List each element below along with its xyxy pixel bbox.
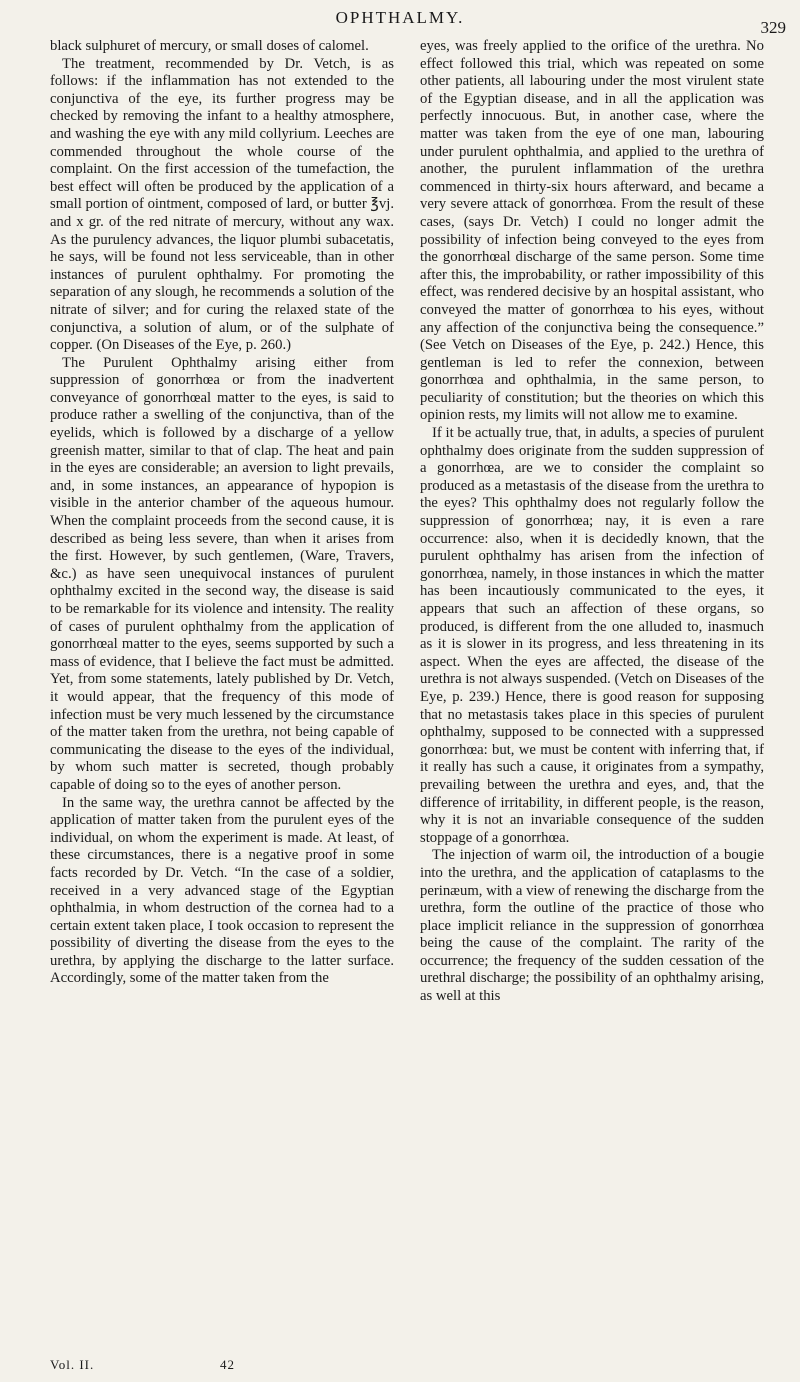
right-column	[420, 38, 764, 1338]
paragraph: The injection of warm oil, the introduction of a bougie into the urethra, and the application of cataplasms to the perinæum, with a view of renewing the discharge from the urethra, form the outline of the practice of those who place implicit reliance in the suppression of gonorrhœa being the cause of the complaint. The rarity of the occurrence; the frequency of the sudden cessation of the urethral discharge; the possibility of an ophthalmy arising, as well at this	[420, 847, 764, 1005]
page-number: 329	[760, 18, 786, 37]
paragraph: If it be actually true, that, in adults, a species of purulent ophthalmy does originate from the sudden suppression of a gonorrhœa, are we to consider the complaint so produced as a metastasis of the disease from the urethra to the eyes? This ophthalmy does not regularly follow the suppression of gonorrhœa; nay, it is even a rare occurrence: also, when it is decidedly known, that the purulent ophthalmy has arisen from the infection of gonorrhœa, namely, in those instances in which the matter has been incautiously communicated to the eyes, it appears that such an affection of these organs, so produced, is different from the one alluded to, inasmuch as it is slower in its progress, and less threatening in its aspect. When the eyes are affected, the disease of the urethra is not always suspended. (Vetch on Diseases of the Eye, p. 239.) Hence, there is good reason for supposing that no metastasis takes place in this species of purulent ophthalmy, supposed to be connected with a suppressed gonorrhœa: but, we must be content with inferring that, if it really has such a cause, it originates from a sympathy, prevailing between the urethra and eyes, and, that the difference of irritability, in different people, is the reason, why it is not an invariable consequence of the sudden stoppage of a gonorrhœa.	[420, 425, 764, 846]
paragraph: black sulphuret of mercury, or small doses of calomel.	[50, 38, 369, 54]
paragraph: The treatment, recommended by Dr. Vetch, is as follows: if the inflammation has not extended to the conjunctiva of the eye, its further progress may be checked by removing the infant to a healthy atmosphere, and washing the eye with any mild collyrium. Leeches are commended throughout the whole course of the complaint. On the first accession of the tumefaction, the best effect will often be produced by the application of a small portion of ointment, composed of lard, or butter ℥vj. and x gr. of the red nitrate of mercury, without any wax. As the purulency advances, the liquor plumbi subacetatis, he says, will be found not less serviceable, than in other instances of purulent ophthalmy. For promoting the separation of any slough, he recommends a solution of the nitrate of silver; and for curing the relaxed state of the conjunctiva, a solution of alum, or of the sulphate of copper. (On Diseases of the Eye, p. 260.)	[50, 55, 394, 354]
paragraph: The Purulent Ophthalmy arising either from suppression of gonorrhœa or from the inadvertent conveyance of gonorrhœal matter to the eyes, is said to produce rather a swelling of the conjunctiva, than of the eyelids, which is followed by a discharge of a yellow greenish matter, similar to that of clap. The heat and pain in the eyes are considerable; an aversion to light prevails, and, in some instances, an appearance of hypopion is visible in the anterior chamber of the aqueous humour. When the complaint proceeds from the second cause, it is described as being less severe, than when it arises from the first. However, by such gentlemen, (Ware, Travers, &c.) as have seen unequivocal instances of purulent ophthalmy excited in the second way, the disease is said to be remarkable for its violence and intensity. The reality of cases of purulent ophthalmy from the application of gonorrhœal matter to the eyes, seems supported by such a mass of evidence, that I believe the fact must be admitted. Yet, from some statements, lately published by Dr. Vetch, it would appear, that the frequency of this mode of infection must be very much lessened by the circumstance of the matter taken from the urethra, not being capable of communicating the disease to the eyes of the individual, by whom such matter is secreted, though probably capable of doing so to the eyes of another person.	[50, 354, 394, 793]
signature-mark: 42	[220, 1357, 235, 1372]
running-head	[0, 4, 800, 37]
volume-mark: Vol. II.	[50, 1357, 95, 1372]
text-columns	[50, 38, 764, 1338]
running-title: OPHTHALMY.	[335, 8, 465, 27]
paragraph: eyes, was freely applied to the orifice of the urethra. No effect followed this trial, which was repeated on some other patients, all labouring under the most virulent state of the Egyptian disease, and in all the application was perfectly innocuous. But, in another case, where the matter was taken from the eye of one man, labouring under purulent ophthalmia, and applied to the urethra of another, the purulent inflammation of the urethra commenced in thirty-six hours afterward, and became a very severe attack of gonorrhœa. From the result of these cases, (says Dr. Vetch) I could no longer admit the possibility of infection being conveyed to the eyes from the gonorrhœal discharge of the same person. Some time after this, the improbability, or rather impossibility of this effect, was rendered decisive by an hospital assistant, who conveyed the matter of gonorrhœa to his eyes, without any affection of the conjunctiva being the consequence.” (See Vetch on Diseases of the Eye, p. 242.) Hence, this gentleman is led to refer the connexion, between gonorrhœa and ophthalmia, in the same person, to peculiarity of constitution; but the theories on which this opinion rests, my limits will not allow me to examine.	[420, 38, 764, 424]
left-column	[50, 38, 394, 1338]
paragraph: In the same way, the urethra cannot be affected by the application of matter taken from the purulent eyes of the individual, on whom the experiment is made. At least, of these circumstances, there is a negative proof in some facts recorded by Dr. Vetch. “In the case of a soldier, received in a very advanced stage of the Egyptian ophthalmia, in whom destruction of the cornea had to a certain extent taken place, I took occasion to represent the possibility of diverting the disease from the eyes to the urethra, by applying the discharge to the latter surface. Accordingly, some of the matter taken from the	[50, 794, 394, 987]
